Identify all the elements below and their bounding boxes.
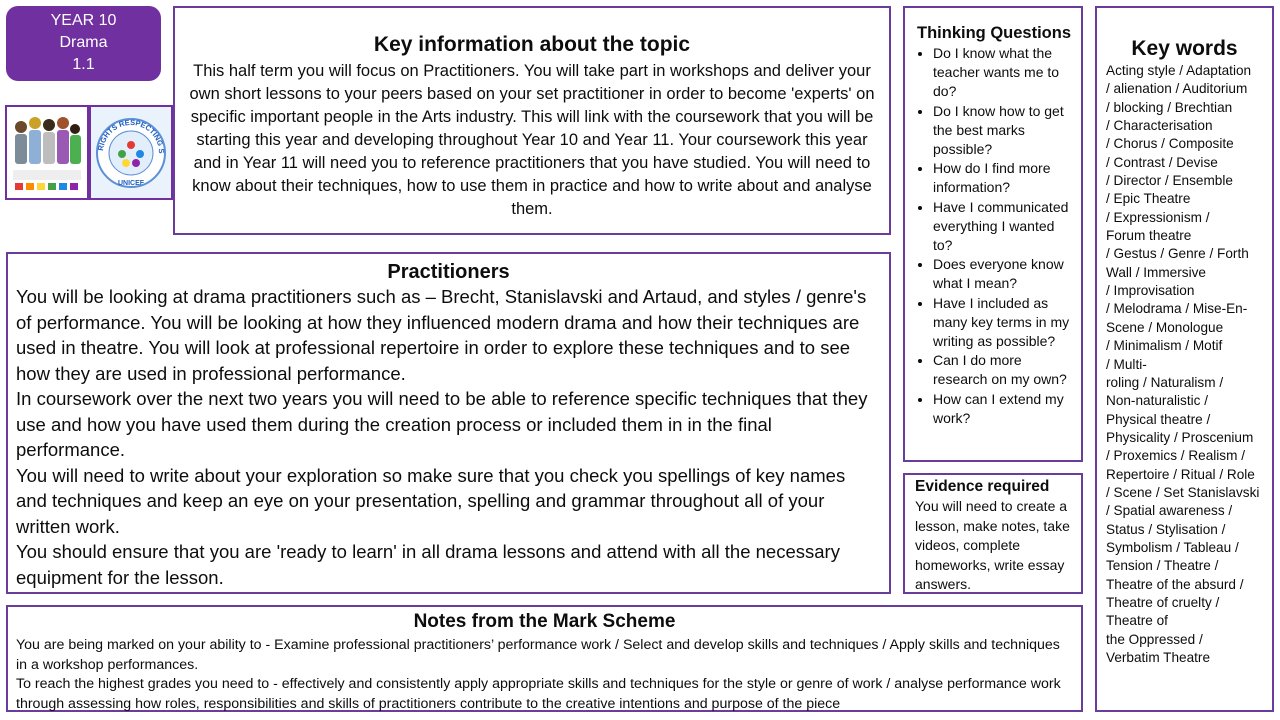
key-word-line: / Characterisation <box>1106 118 1213 134</box>
rights-respecting-school-logo <box>89 105 173 200</box>
practitioners-paragraph: You should ensure that you are 'ready to learn' in all drama lessons and attend with all the necessary equipment for the lesson. <box>16 541 840 588</box>
thinking-questions-panel <box>903 6 1083 462</box>
key-word-line: / Scene / Set Stanislavski <box>1106 484 1260 500</box>
list-item: • Have I included as many key terms in my writing as possible? <box>933 294 1077 352</box>
badge-unit: 1.1 <box>72 56 95 73</box>
badge-subject: Drama <box>59 34 108 51</box>
evidence-required-panel <box>903 473 1083 594</box>
practitioners-title: Practitioners <box>387 261 510 283</box>
list-item: • How can I extend my work? <box>933 390 1077 428</box>
key-word-line: Verbatim Theatre <box>1106 650 1211 665</box>
list-item: • Do I know how to get the best marks possible? <box>933 102 1077 160</box>
key-word-line: Non-naturalistic / <box>1106 393 1208 409</box>
list-item: • Can I do more research on my own? <box>933 351 1077 389</box>
practitioners-paragraph: You will be looking at drama practitioners such as – Brecht, Stanislavski and Artaud, and styles / genre's of performance. You will be looking at how they influenced modern drama and how their techniques are used in theatre. You will look at professional repertoire in order to explore these techniques and to see how they are used in professional performance. <box>16 286 867 384</box>
key-word-line: Theatre of <box>1106 613 1168 629</box>
key-word-line: / Contrast / Devise <box>1106 154 1218 170</box>
key-words-panel <box>1095 6 1274 712</box>
key-word-line: Wall / Immersive <box>1106 264 1206 280</box>
mark-scheme-line: You are being marked on your ability to - Examine professional practitioners’ performance work / Select and develop skills and techniques / Apply skills and techniques in a workshop performances. <box>16 637 1060 673</box>
key-word-line: the Oppressed / <box>1106 631 1203 647</box>
students-logo <box>5 105 89 200</box>
key-word-line: Forum theatre <box>1106 228 1192 244</box>
logo-unicef-text: UNICEF <box>117 180 145 187</box>
key-word-line: Theatre of the absurd / <box>1106 576 1244 592</box>
key-word-line: / Minimalism / Motif <box>1106 338 1223 354</box>
mark-scheme-line: To reach the highest grades you need to - effectively and consistently apply appropriate skills and techniques for the style or genre of work / analyse performance work through assessing how roles, responsibilities and skills of practitioners contribute to the creative intentions and purpose of the piece <box>16 676 1061 712</box>
key-word-line: / Epic Theatre <box>1106 191 1191 207</box>
key-word-line: / Multi- <box>1106 356 1147 372</box>
key-word-line: Physicality / Proscenium <box>1106 429 1254 445</box>
key-word-line: / Spatial awareness / <box>1106 503 1233 519</box>
key-word-line: Symbolism / Tableau / <box>1106 539 1239 555</box>
key-word-line: Physical theatre / <box>1106 411 1211 427</box>
key-word-line: Status / Stylisation / <box>1106 521 1226 537</box>
unicef-badge-icon <box>91 107 171 198</box>
badge-year: YEAR 10 <box>50 12 117 29</box>
list-item: • How do I find more information? <box>933 159 1077 197</box>
key-word-line: / Director / Ensemble <box>1106 173 1233 189</box>
thinking-questions-title: Thinking Questions <box>917 24 1072 42</box>
key-word-line: / Improvisation <box>1106 283 1195 299</box>
students-group-icon <box>7 107 87 198</box>
key-word-line: / Proxemics / Realism / <box>1106 448 1245 464</box>
key-word-line: / Chorus / Composite <box>1106 136 1234 152</box>
key-word-line: roling / Naturalism / <box>1106 374 1224 390</box>
mark-scheme-panel <box>6 605 1083 712</box>
logo-ring-text: RIGHTS RESPECTING S <box>96 117 167 154</box>
practitioners-paragraph: You will need to write about your exploration so make sure that you check you spellings of key names and techniques and keep an eye on your presentation, spelling and grammar throughout all of your written work. <box>16 464 846 537</box>
evidence-required-title: Evidence required <box>915 478 1050 495</box>
key-word-line: / blocking / Brechtian <box>1106 99 1233 115</box>
key-information-panel <box>173 6 891 235</box>
key-information-body: This half term you will focus on Practitioners. You will take part in workshops and deliver your own short lessons to your peers based on your set practitioner in order to become 'experts' on specific important people in the Arts industry. This will link with the coursework that you will be starting this year and developing throughout Year 10 and Year 11. Your coursework this year and in Year 11 will need you to reference practitioners that you have studied. You will need to know about their techniques, how to use them in practice and how to write about and analyse them. <box>189 62 875 218</box>
key-word-line: Repertoire / Ritual / Role <box>1106 466 1255 482</box>
list-item: • Does everyone know what I mean? <box>933 255 1077 293</box>
key-word-line: Acting style / Adaptation <box>1106 63 1252 78</box>
key-word-line: / Expressionism / <box>1106 209 1210 225</box>
key-word-line: Theatre of cruelty / <box>1106 594 1220 610</box>
key-word-line: / Gestus / Genre / Forth <box>1106 246 1249 262</box>
key-word-line: Tension / Theatre / <box>1106 558 1219 574</box>
practitioners-paragraph: In coursework over the next two years you will need to be able to reference specific techniques that they use and how you have used them during the creation process or included them in in the final performance. <box>16 388 868 460</box>
practitioners-panel <box>6 252 891 594</box>
key-word-line: / alienation / Auditorium <box>1106 81 1248 97</box>
list-item: • Do I know what the teacher wants me to do? <box>933 44 1077 102</box>
key-word-line: Scene / Monologue <box>1106 319 1224 335</box>
year-badge <box>6 6 161 81</box>
mark-scheme-title: Notes from the Mark Scheme <box>413 611 676 632</box>
evidence-required-body: You will need to create a lesson, make notes, take videos, complete homeworks, write essay answers. <box>915 498 1070 592</box>
thinking-questions-list <box>905 44 1081 428</box>
key-information-title: Key information about the topic <box>373 33 691 56</box>
key-words-title: Key words <box>1131 37 1238 60</box>
key-word-line: / Melodrama / Mise-En- <box>1106 301 1248 317</box>
list-item: • Have I communicated everything I wanted to? <box>933 198 1077 256</box>
